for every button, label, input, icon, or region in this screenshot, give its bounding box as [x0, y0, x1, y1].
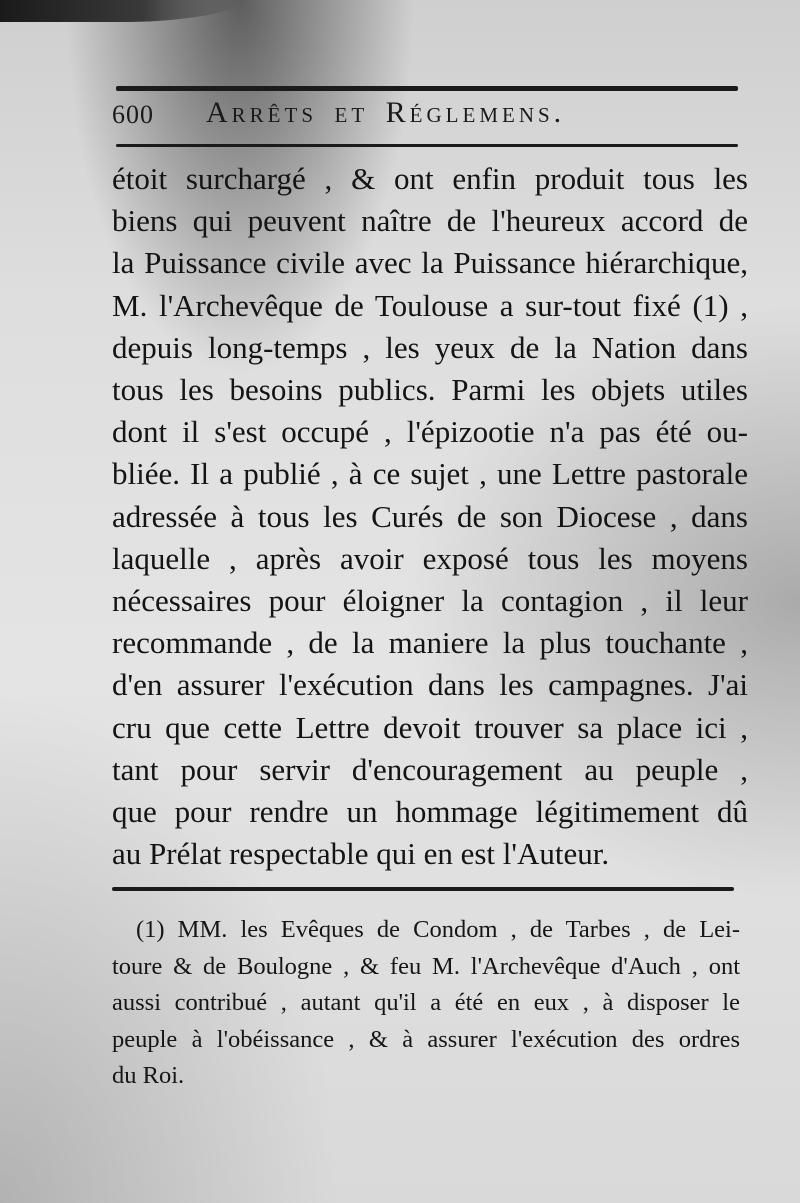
footnote-rule: [112, 887, 734, 891]
text-line: au Prélat respectable qui en est l'Auteur.: [112, 836, 610, 872]
text-line: biens qui peuvent naître de l'heureux accord de: [112, 203, 748, 239]
text-line: étoit surchargé , & ont enfin produit tous les: [112, 161, 748, 196]
footnote-line: peuple à l'obéissance , & à assurer l'exécution des ordres: [112, 1025, 740, 1053]
footnote-line: toure & de Boulogne , & feu M. l'Archevêque d'Auch , ont: [112, 952, 740, 980]
text-line: adressée à tous les Curés de son Diocese , dans: [112, 498, 748, 534]
footnote-line: (1) MM. les Evêques de Condom , de Tarbes , de Lei-: [136, 916, 740, 943]
running-title: Arrêts et Réglemens.: [206, 96, 566, 129]
footnote-block: [112, 912, 740, 1095]
page-number: 600: [112, 100, 154, 129]
text-line: cru que cette Lettre devoit trouver sa place ici ,: [112, 709, 748, 745]
text-line: M. l'Archevêque de Toulouse a sur-tout fixé (1) ,: [112, 287, 748, 323]
text-line: d'en assurer l'exécution dans les campagnes. J'ai: [112, 667, 748, 703]
text-line: laquelle , après avoir exposé tous les moyens: [112, 540, 748, 576]
text-line: depuis long-temps , les yeux de la Nation dans: [112, 329, 748, 365]
footnote-line: aussi contribué , autant qu'il a été en eux , à disposer le: [112, 989, 740, 1016]
header-bottom-rule: [116, 144, 738, 147]
page-shadow-corner: [0, 0, 240, 22]
text-line: recommande , de la maniere la plus touchante ,: [112, 625, 748, 661]
text-line: dont il s'est occupé , l'épizootie n'a pas été ou-: [112, 414, 748, 450]
page-header: [112, 96, 752, 136]
header-top-rule: [116, 86, 738, 91]
text-line: que pour rendre un hommage légitimement dû: [112, 794, 748, 830]
main-text-block: [112, 158, 748, 875]
footnote-line: du Roi.: [112, 1062, 185, 1089]
text-line: nécessaires pour éloigner la contagion , il leur: [112, 583, 748, 619]
text-line: la Puissance civile avec la Puissance hiérarchique,: [112, 245, 748, 281]
text-line: tous les besoins publics. Parmi les objets utiles: [112, 372, 748, 408]
text-line: tant pour servir d'encouragement au peuple ,: [112, 751, 748, 787]
text-line: bliée. Il a publié , à ce sujet , une Lettre pastorale: [112, 456, 748, 492]
